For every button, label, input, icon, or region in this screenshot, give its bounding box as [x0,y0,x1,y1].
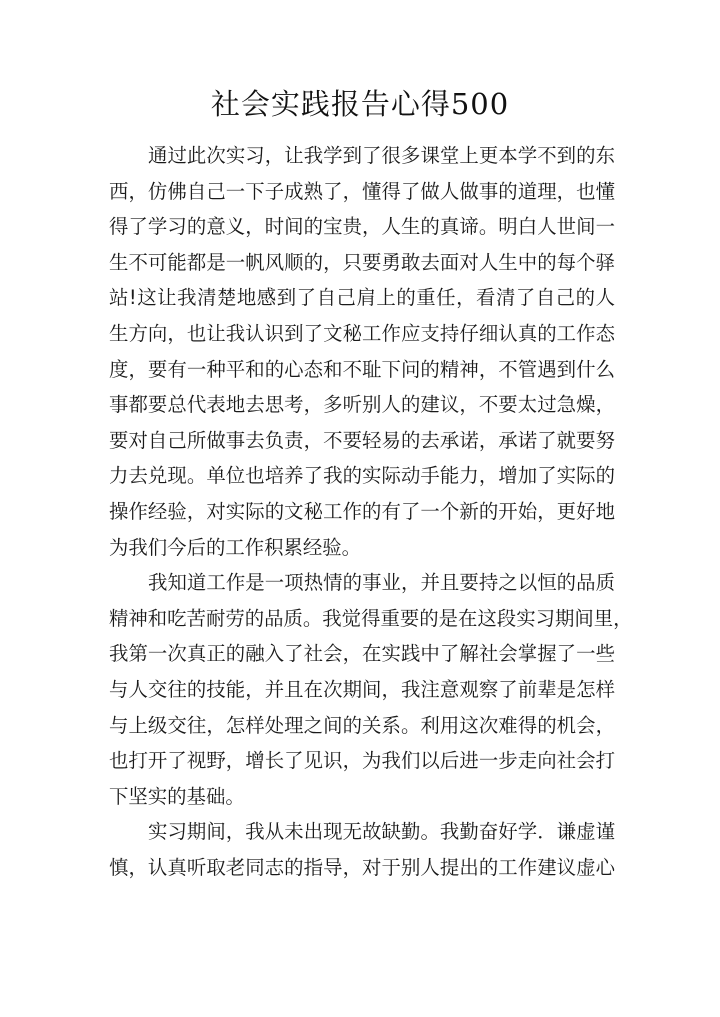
text-line: 我知道工作是一项热情的事业，并且要持之以恒的品质 [148,571,615,595]
text-line: 通过此次实习，让我学到了很多课堂上更本学不到的东 [148,144,615,167]
text-line: 得了学习的意义，时间的宝贵，人生的真谛。明白人世间一 [109,215,615,239]
text-line: 与人交往的技能，并且在次期间，我注意观察了前辈是怎样 [109,677,615,701]
text-line: 我第一次真正的融入了社会，在实践中了解社会掌握了一些 [109,642,615,666]
text-line: 事都要总代表地去思考，多听别人的建议，不要太过急燥， [109,393,615,417]
text-line: 与上级交往，怎样处理之间的关系。利用这次难得的机会， [109,713,615,737]
text-line: 西，仿佛自己一下子成熟了，懂得了做人做事的道理，也懂 [109,179,615,203]
document-title: 社会实践报告心得500 [210,87,510,121]
text-line: 度，要有一种平和的心态和不耻下问的精神，不管遇到什么 [109,357,615,381]
text-line: 也打开了视野，增长了见识，为我们以后进一步走向社会打 [109,749,615,773]
text-line: 下坚实的基础。 [109,784,245,808]
text-line: 要对自己所做事去负责，不要轻易的去承诺，承诺了就要努 [109,428,615,452]
text-line: 精神和吃苦耐劳的品质。我觉得重要的是在这段实习期间里， [109,606,633,630]
text-line: 慎，认真听取老同志的指导，对于别人提出的工作建议虚心 [109,855,615,879]
text-line: 站!这让我清楚地感到了自己肩上的重任，看清了自己的人 [109,286,615,310]
document-body [109,138,633,885]
text-line: 实习期间，我从未出现无故缺勤。我勤奋好学．谦虚谨 [148,820,615,844]
text-line: 生不可能都是一帆风顺的，只要勇敢去面对人生中的每个驿 [109,250,615,274]
text-line: 操作经验，对实际的文秘工作的有了一个新的开始，更好地 [109,499,615,523]
text-line: 生方向，也让我认识到了文秘工作应支持仔细认真的工作态 [109,321,615,345]
text-line: 力去兑现。单位也培养了我的实际动手能力，增加了实际的 [109,464,615,488]
text-line: 为我们今后的工作积累经验。 [109,535,362,559]
